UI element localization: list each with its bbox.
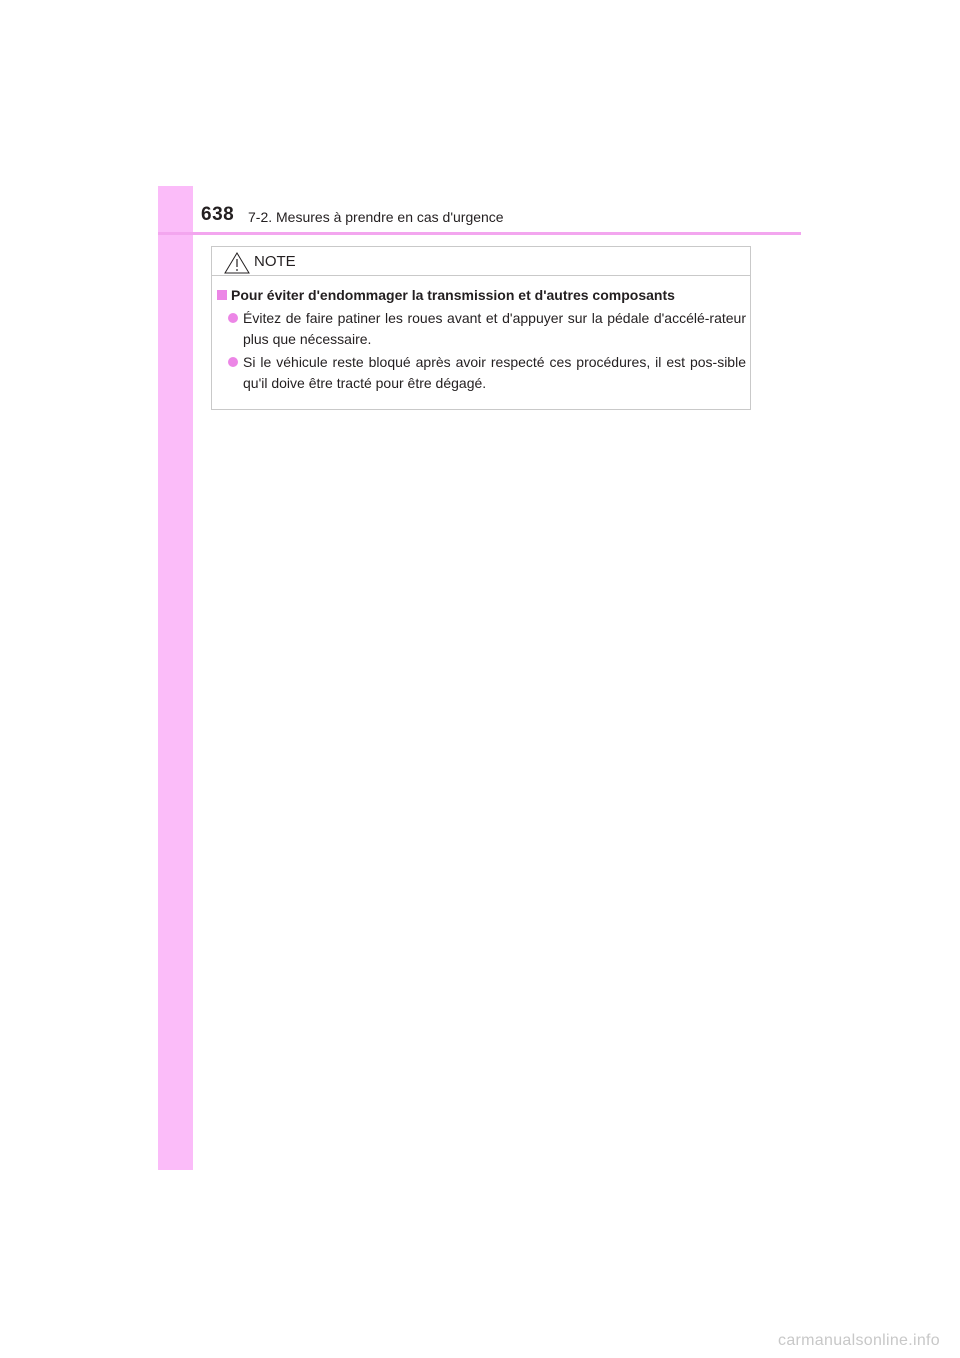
list-item [228, 308, 746, 350]
note-box [211, 246, 751, 410]
square-bullet-icon [217, 290, 227, 300]
list-item-text: Évitez de faire patiner les roues avant et d'appuyer sur la pédale d'accélé-rateur plus que nécessaire. [243, 310, 746, 347]
bullet-dot-icon [228, 313, 238, 323]
section-title: 7-2. Mesures à prendre en cas d'urgence [248, 209, 504, 225]
note-heading [217, 287, 675, 303]
note-heading-text: Pour éviter d'endommager la transmission et d'autres composants [231, 287, 675, 303]
list-item-text: Si le véhicule reste bloqué après avoir respecté ces procédures, il est pos-sible qu'il doive être tracté pour être dégagé. [243, 354, 746, 391]
page-number: 638 [201, 204, 235, 225]
note-label: NOTE [254, 253, 296, 270]
bullet-dot-icon [228, 357, 238, 367]
list-item [228, 352, 746, 394]
note-header [212, 247, 750, 276]
side-color-band [158, 186, 193, 1170]
header-rule [158, 232, 801, 235]
footer-watermark[interactable]: carmanualsonline.info [778, 1332, 940, 1349]
warning-triangle-icon [224, 252, 250, 274]
